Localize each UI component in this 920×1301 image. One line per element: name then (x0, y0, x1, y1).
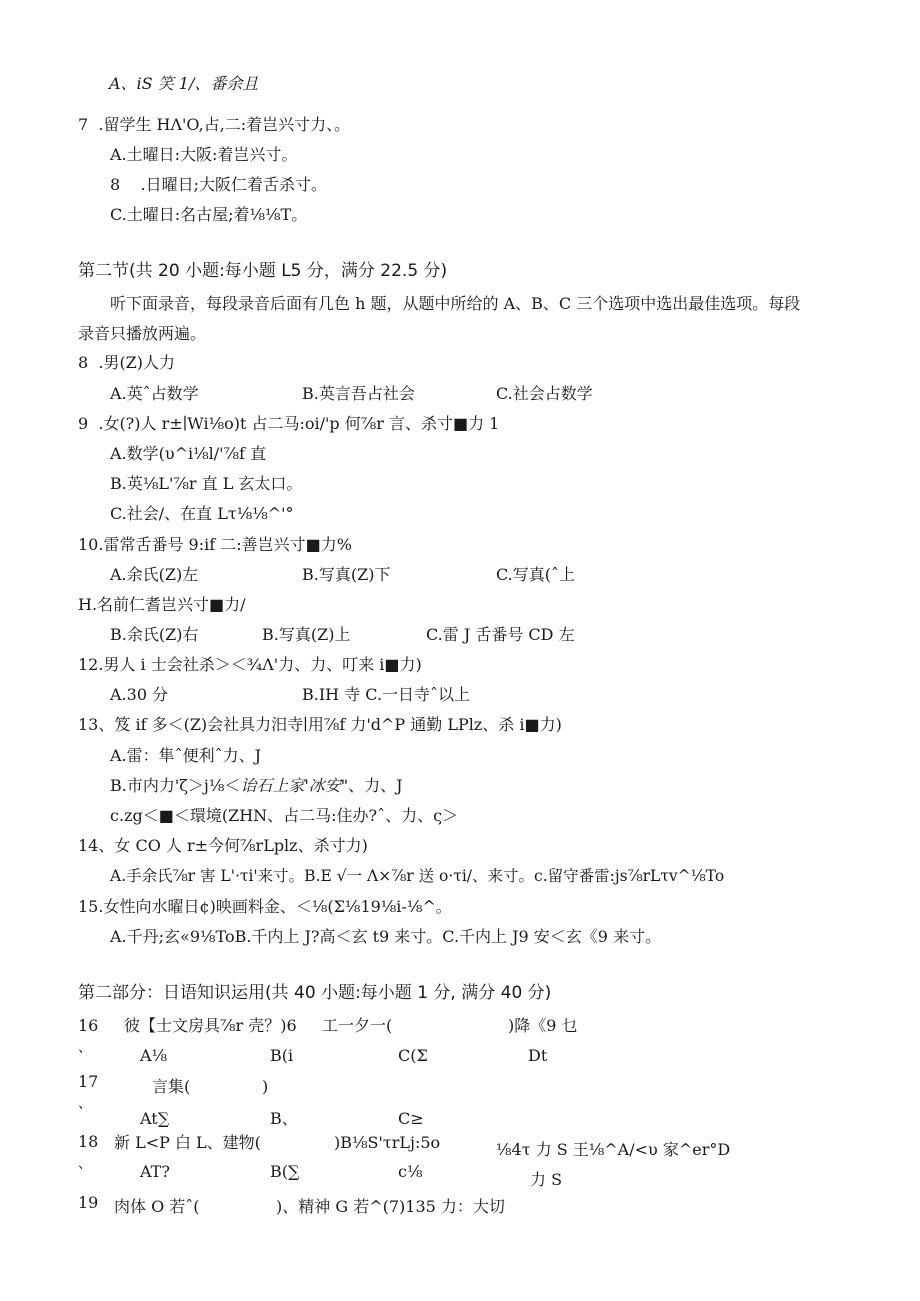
question-16-number: 16 (78, 1016, 99, 1035)
question-18-option-a: AT? (140, 1162, 170, 1181)
question-17-option-a: At∑ (140, 1109, 170, 1128)
question-19-stem-cont: )、精神 G 若^(7)135 力：大切 (276, 1197, 505, 1216)
question-19-number: 19 (78, 1193, 99, 1212)
question-18-side-text-cont: 力 S (530, 1170, 563, 1189)
question-18-stem: 新 L<P 白 L、建物( (114, 1133, 261, 1152)
question-18-option-c: c⅛ (398, 1162, 423, 1181)
question-19-stem: 肉体 O 若ˆ( (114, 1197, 200, 1216)
question-7-option-b: 8 .日曜日;大阪仁着舌杀寸。 (110, 175, 328, 194)
question-8-option-c: C.社会占数学 (496, 384, 593, 403)
question-7: 7 .留学生 HΛ'O,占,二:着岂兴寸力、。 (78, 115, 351, 134)
question-18-side-text: ⅛4τ 力 S 王⅛^A/<υ 家^er°D (496, 1140, 731, 1159)
question-12: 12.男人 i 士会社杀＞＜¾Λ'力、力、叮来 i■力) (78, 655, 422, 674)
question-11-option-b: B.写真(Z)上 (262, 625, 351, 644)
question-8-option-b: B.英言吾占社会 (302, 384, 415, 403)
question-18-option-b: B(∑ (270, 1162, 300, 1181)
question-13-option-b-part2: 诒石上家'冰安" (240, 776, 349, 795)
question-17-option-b: B、 (270, 1109, 298, 1128)
question-12-option-bc: B.IH 寺 C.一日寺ˆ以上 (302, 685, 471, 704)
question-9-option-b: B.英⅛L'⅞r 直 L 玄太口。 (110, 474, 303, 493)
question-14: 14、女 CO 人 r±今何⅞rLplz、杀寸力) (78, 836, 368, 855)
question-7-option-a: A.土曜日:大阪:着岂兴寸。 (110, 145, 298, 164)
question-17-mark: 、 (78, 1096, 92, 1112)
question-9: 9 .女(?)人 r±∣Wi⅛o)t 占二马:oi/'p 何⅞r 言、杀寸■力 1 (78, 414, 500, 433)
question-10-option-c: C.写真(ˆ上 (496, 565, 576, 584)
question-9-option-c: C.社会/、在直 Lτ⅛⅛^'° (110, 504, 294, 523)
question-13-option-b (110, 776, 403, 796)
question-17-number: 17 (78, 1072, 99, 1091)
part-heading: 第二部分：日语知识运用(共 40 小题:每小题 1 分, 满分 40 分) (78, 983, 552, 1003)
question-8: 8 .男(Z)人力 (78, 353, 176, 372)
question-8-option-a: A.英ˆ占数学 (110, 384, 199, 403)
question-15: 15.女性向水曜日¢)映画料金、＜⅛(Σ⅛19⅛i-⅛^。 (78, 897, 452, 916)
question-13-option-c: c.zg＜■＜環境(ZHN、占二马:住办?ˆ、力、ς＞ (110, 806, 459, 825)
question-10-option-b: B.写真(Z)下 (302, 565, 391, 584)
question-11-option-c: C.雷 J 舌番号 CD 左 (426, 625, 575, 644)
question-12-option-a: A.30 分 (110, 685, 169, 704)
question-9-option-a: A.数学(υ^i⅛l/'⅞f 直 (110, 444, 267, 463)
question-17-stem: 言集( (152, 1077, 191, 1096)
question-14-options: A.手余氏⅞r 害 L'·τi'来寸。B.E √一 Λ×⅞r 送 o·τi/、来寸。c.留守番雷:js⅞rLτv^⅛To (110, 867, 725, 885)
question-18-number: 18 (78, 1132, 99, 1151)
question-16-option-a: A⅛ (140, 1046, 168, 1065)
section-instructions: 听下面录音，每段录音后面有几色 h 题，从题中所给的 A、B、C 三个选项中选出最佳选项。每段 (110, 294, 801, 313)
question-11: H.名前仁耆岂兴寸■力/ (78, 595, 246, 614)
question-17-option-c: C≥ (398, 1109, 424, 1128)
question-7-option-c: C.土曜日:名古屋;着⅛⅛T。 (110, 205, 308, 224)
question-16-option-d: Dt (528, 1046, 548, 1065)
question-13-option-a: A.雷：隼ˆ便利ˆ力、J (110, 746, 262, 765)
question-10: 10.雷常舌番号 9:if 二:善岂兴寸■力% (78, 535, 352, 554)
question-16-option-c: C(Σ (398, 1046, 428, 1065)
question-10-option-a: A.余氏(Z)左 (110, 565, 199, 584)
question-16-stem-end: )降《9 乜 (508, 1016, 578, 1035)
section-instructions-cont: 录音只播放两遍。 (78, 324, 207, 343)
question-18-stem-cont: )B⅛S'τrLj:5o (334, 1133, 441, 1152)
question-16-option-b: B(i (270, 1046, 294, 1065)
question-11-option-a: B.余氏(Z)右 (110, 625, 199, 644)
question-13-option-b-part3: 、力、J (348, 776, 403, 795)
question-18-mark: 、 (78, 1156, 92, 1172)
option-line: A、iS 笑 1/、番余且 (109, 74, 259, 93)
question-13: 13、笈 if 多＜(Z)会社具力汨寺∣用⅞f 力'd^P 通勤 LPlz、杀 i■力) (78, 715, 562, 734)
section-heading: 第二节(共 20 小题:每小题 L5 分，满分 22.5 分) (78, 261, 448, 281)
question-16-stem-cont: 工一夕一( (322, 1016, 393, 1035)
question-17-stem-end: ) (262, 1077, 269, 1096)
question-13-option-b-part1: B.市内力'ζ＞j⅛＜ (110, 776, 241, 795)
question-16-mark: 、 (78, 1040, 92, 1056)
question-16-stem: 彼【士文房具⅞r 壳？)6 (124, 1016, 297, 1035)
question-15-options: A.千丹;玄«9⅛ToB.千内上 J?高＜玄 t9 来寸。C.千内上 J9 安＜玄《9 来寸。 (110, 927, 662, 946)
